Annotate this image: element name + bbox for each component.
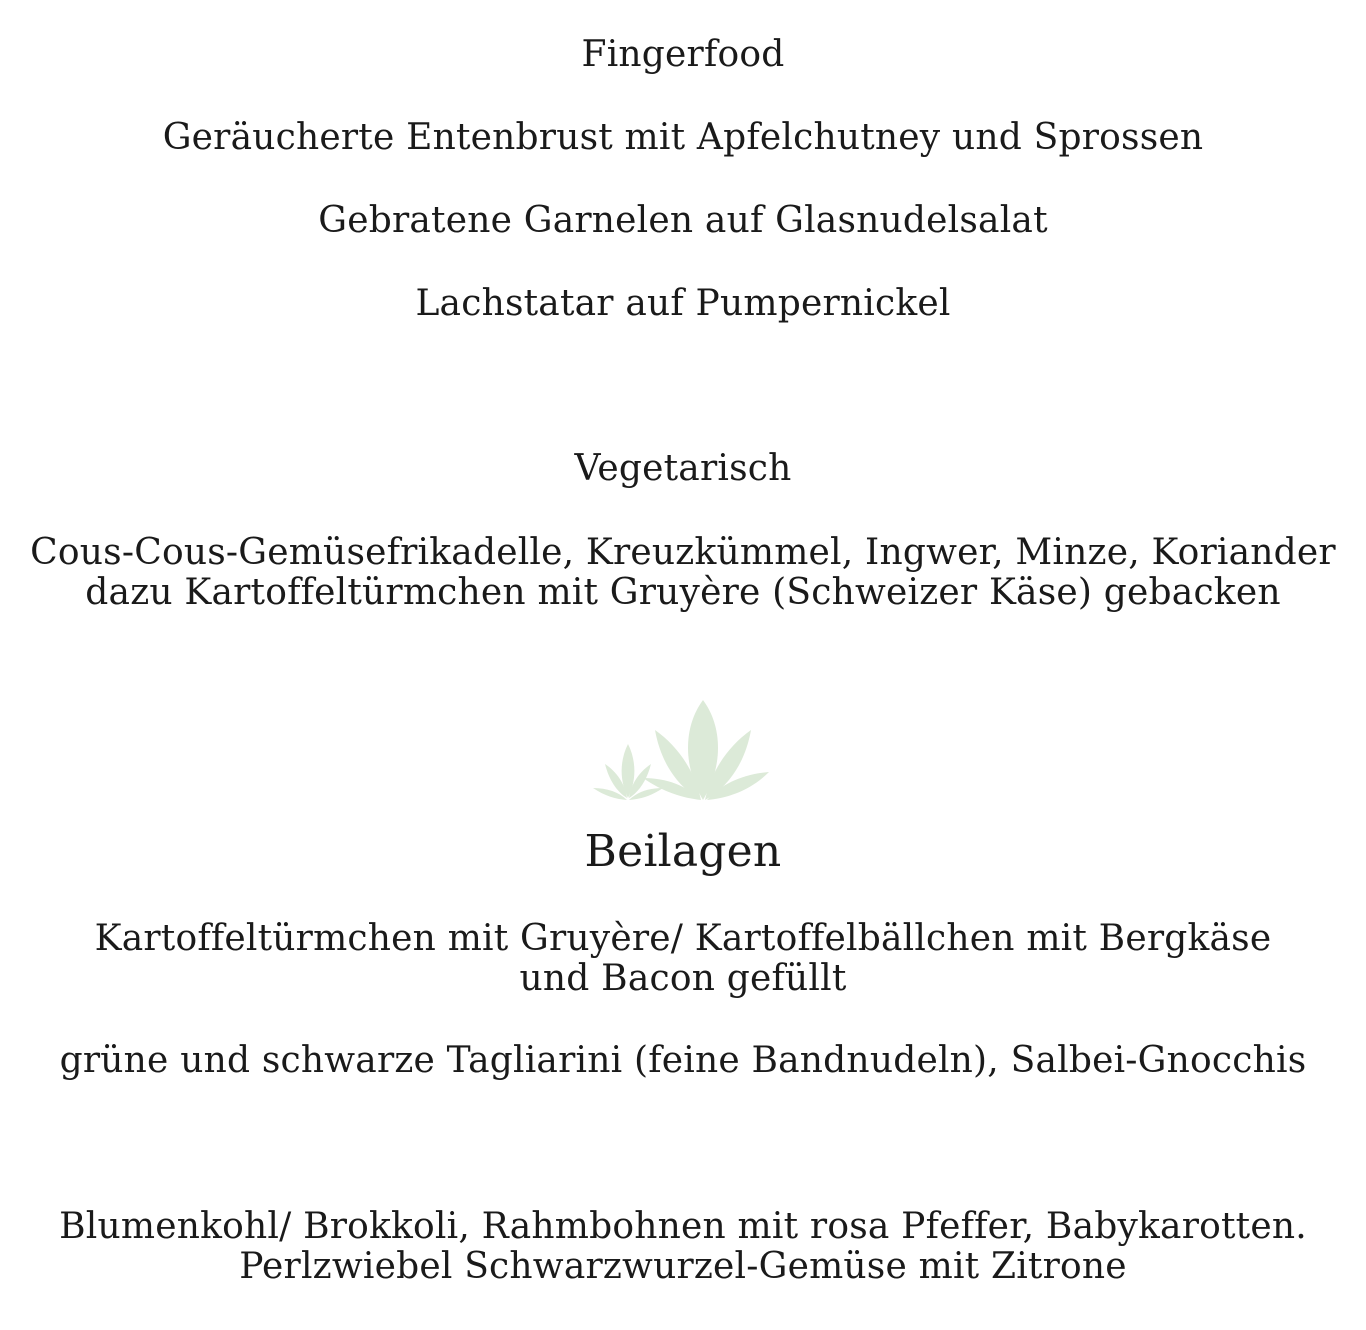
vegetarisch-line-1: Cous-Cous-Gemüsefrikadelle, Kreuzkümmel, Ingwer, Minze, Koriander (30, 532, 1336, 573)
beilagen-item-1-line-1: Kartoffeltürmchen mit Gruyère/ Kartoffelbällchen mit Bergkäse (94, 918, 1272, 959)
fingerfood-item-entenbrust: Geräucherte Entenbrust mit Apfelchutney und Sprossen (162, 117, 1204, 158)
leaf-ornament-icon (583, 692, 783, 812)
beilagen-item-3-line-1: Blumenkohl/ Brokkoli, Rahmbohnen mit rosa Pfeffer, Babykarotten. (59, 1206, 1307, 1247)
vegetarisch-line-2: dazu Kartoffeltürmchen mit Gruyère (Schweizer Käse) gebacken (85, 572, 1281, 613)
fingerfood-title: Fingerfood (581, 34, 785, 75)
beilagen-item-1-line-2: und Bacon gefüllt (519, 958, 847, 999)
beilagen-item-2: grüne und schwarze Tagliarini (feine Bandnudeln), Salbei-Gnocchis (59, 1040, 1307, 1081)
fingerfood-item-garnelen: Gebratene Garnelen auf Glasnudelsalat (318, 200, 1048, 241)
vegetarisch-title: Vegetarisch (574, 448, 792, 489)
beilagen-item-3-line-2: Perlzwiebel Schwarzwurzel-Gemüse mit Zitrone (239, 1246, 1127, 1287)
fingerfood-item-lachstatar: Lachstatar auf Pumpernickel (415, 283, 951, 324)
beilagen-title: Beilagen (584, 826, 782, 877)
